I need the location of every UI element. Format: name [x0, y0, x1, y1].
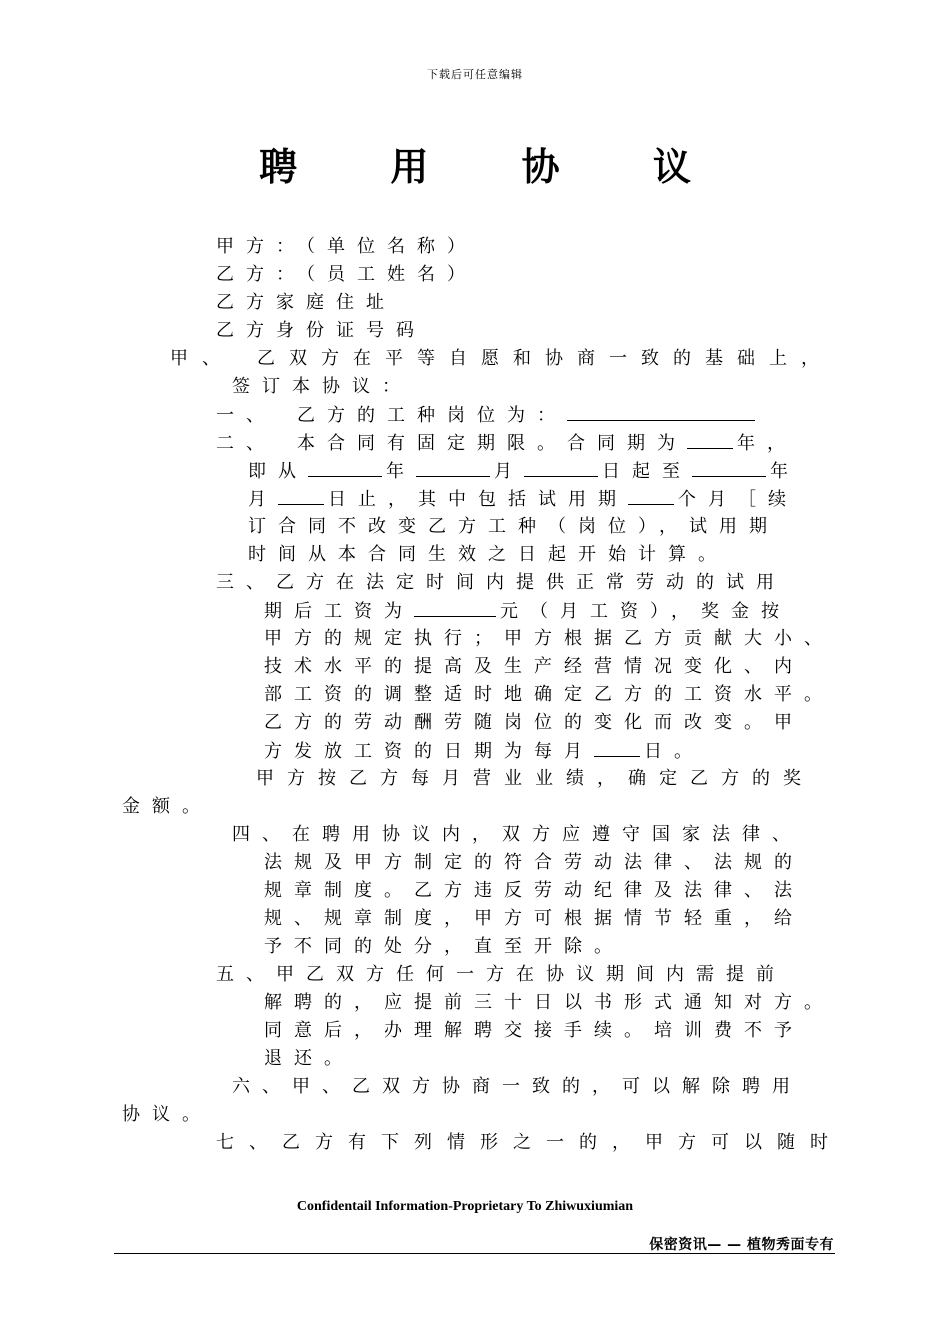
contract-years-blank[interactable]: [687, 432, 733, 449]
clause-6-line-2: 协议。: [122, 1104, 212, 1125]
clause-1-text: 一、 乙方的工种岗位为：: [216, 405, 567, 426]
clause-2-line-3: [248, 488, 798, 511]
clause-2-line-5: 时间从本合同生效之日起开始计算。: [248, 544, 728, 565]
end-year-blank[interactable]: [692, 460, 766, 477]
document-title: 聘 用 协 议: [259, 144, 731, 189]
clause-3-line-7: [264, 740, 704, 763]
job-position-blank[interactable]: [567, 404, 755, 421]
clause-2-text-e: 月: [494, 461, 524, 482]
bonus-line-2: 金额。: [122, 796, 212, 817]
clause-4-line-3: 规章制度。乙方违反劳动纪律及法律、法: [264, 880, 804, 901]
clause-2-text-f: 日起至: [602, 461, 692, 482]
footer-english: Confidentail Information-Proprietary To Zhiwuxiumian: [296, 1199, 634, 1214]
clause-3-line-4: 技术水平的提高及生产经营情况变化、内: [264, 656, 804, 677]
preamble-line-2: 签订本协议：: [232, 376, 412, 397]
clause-4-line-4: 规、规章制度，甲方可根据情节轻重，给: [264, 908, 804, 929]
salary-amount-blank[interactable]: [414, 600, 496, 617]
clause-3-line-1: 三、乙方在法定时间内提供正常劳动的试用: [216, 572, 786, 593]
party-a-line: 甲方：（单位名称）: [216, 236, 477, 257]
probation-months-blank[interactable]: [628, 488, 674, 505]
clause-2-line-2: [248, 460, 800, 483]
clause-4-line-1: 四、在聘用协议内，双方应遵守国家法律、: [232, 824, 802, 845]
start-day-blank[interactable]: [524, 460, 598, 477]
footer-chinese: 保密资讯— — 植物秀面专有: [649, 1237, 834, 1253]
clause-2-line-1: [216, 432, 797, 455]
clause-3-text-a: 期后工资为: [264, 601, 414, 622]
clause-5-line-2: 解聘的，应提前三十日以书形式通知对方。: [264, 992, 834, 1013]
clause-3-line-5: 部工资的调整适时地确定乙方的工资水平。: [264, 684, 834, 705]
start-month-blank[interactable]: [416, 460, 490, 477]
clause-3-text-c: 方发放工资的日期为每月: [264, 741, 594, 762]
clause-3-text-d: 日。: [644, 741, 704, 762]
footer-divider: [114, 1253, 835, 1254]
bonus-line-1: 甲方按乙方每月营业业绩，确定乙方的奖: [256, 768, 814, 789]
clause-7-line-1: 七、乙方有下列情形之一的，甲方可以随时: [216, 1132, 843, 1153]
party-b-line: 乙方：（员工姓名）: [216, 264, 477, 285]
clause-1-line: [216, 404, 759, 427]
clause-2-text-d: 年: [386, 461, 416, 482]
clause-6-line-1: 六、甲、乙双方协商一致的，可以解除聘用: [232, 1076, 802, 1097]
clause-2-text-b: 年，: [737, 433, 797, 454]
clause-2-text-g: 年: [770, 461, 800, 482]
clause-2-text-j: 个月［续: [678, 489, 798, 510]
clause-3-text-b: 元（月工资），奖金按: [500, 601, 791, 622]
party-b-id-line: 乙方身份证号码: [216, 320, 426, 341]
clause-4-line-2: 法规及甲方制定的符合劳动法律、法规的: [264, 852, 804, 873]
party-b-address-line: 乙方家庭住址: [216, 292, 396, 313]
pay-day-blank[interactable]: [594, 740, 640, 757]
clause-5-line-3: 同意后，办理解聘交接手续。培训费不予: [264, 1020, 804, 1041]
clause-2-text-c: 即从: [248, 461, 308, 482]
clause-3-line-3: 甲方的规定执行；甲方根据乙方贡献大小、: [264, 628, 834, 649]
clause-5-line-4: 退还。: [264, 1048, 354, 1069]
clause-4-line-5: 予不同的处分，直至开除。: [264, 936, 624, 957]
clause-2-text-a: 二、 本合同有固定期限。合同期为: [216, 433, 687, 454]
end-month-blank[interactable]: [278, 488, 324, 505]
preamble-line: 甲、 乙双方在平等自愿和协商一致的基础上，: [170, 348, 833, 369]
clause-5-line-1: 五、甲乙双方任何一方在协议期间内需提前: [216, 964, 786, 985]
clause-2-line-4: 订合同不改变乙方工种（岗位），试用期: [248, 516, 779, 537]
clause-2-text-i: 日止，其中包括试用期: [328, 489, 628, 510]
header-note: 下载后可任意编辑: [427, 68, 523, 81]
clause-2-text-h: 月: [248, 489, 278, 510]
clause-3-line-6: 乙方的劳动酬劳随岗位的变化而改变。甲: [264, 712, 804, 733]
clause-3-line-2: [264, 600, 791, 623]
start-year-blank[interactable]: [308, 460, 382, 477]
